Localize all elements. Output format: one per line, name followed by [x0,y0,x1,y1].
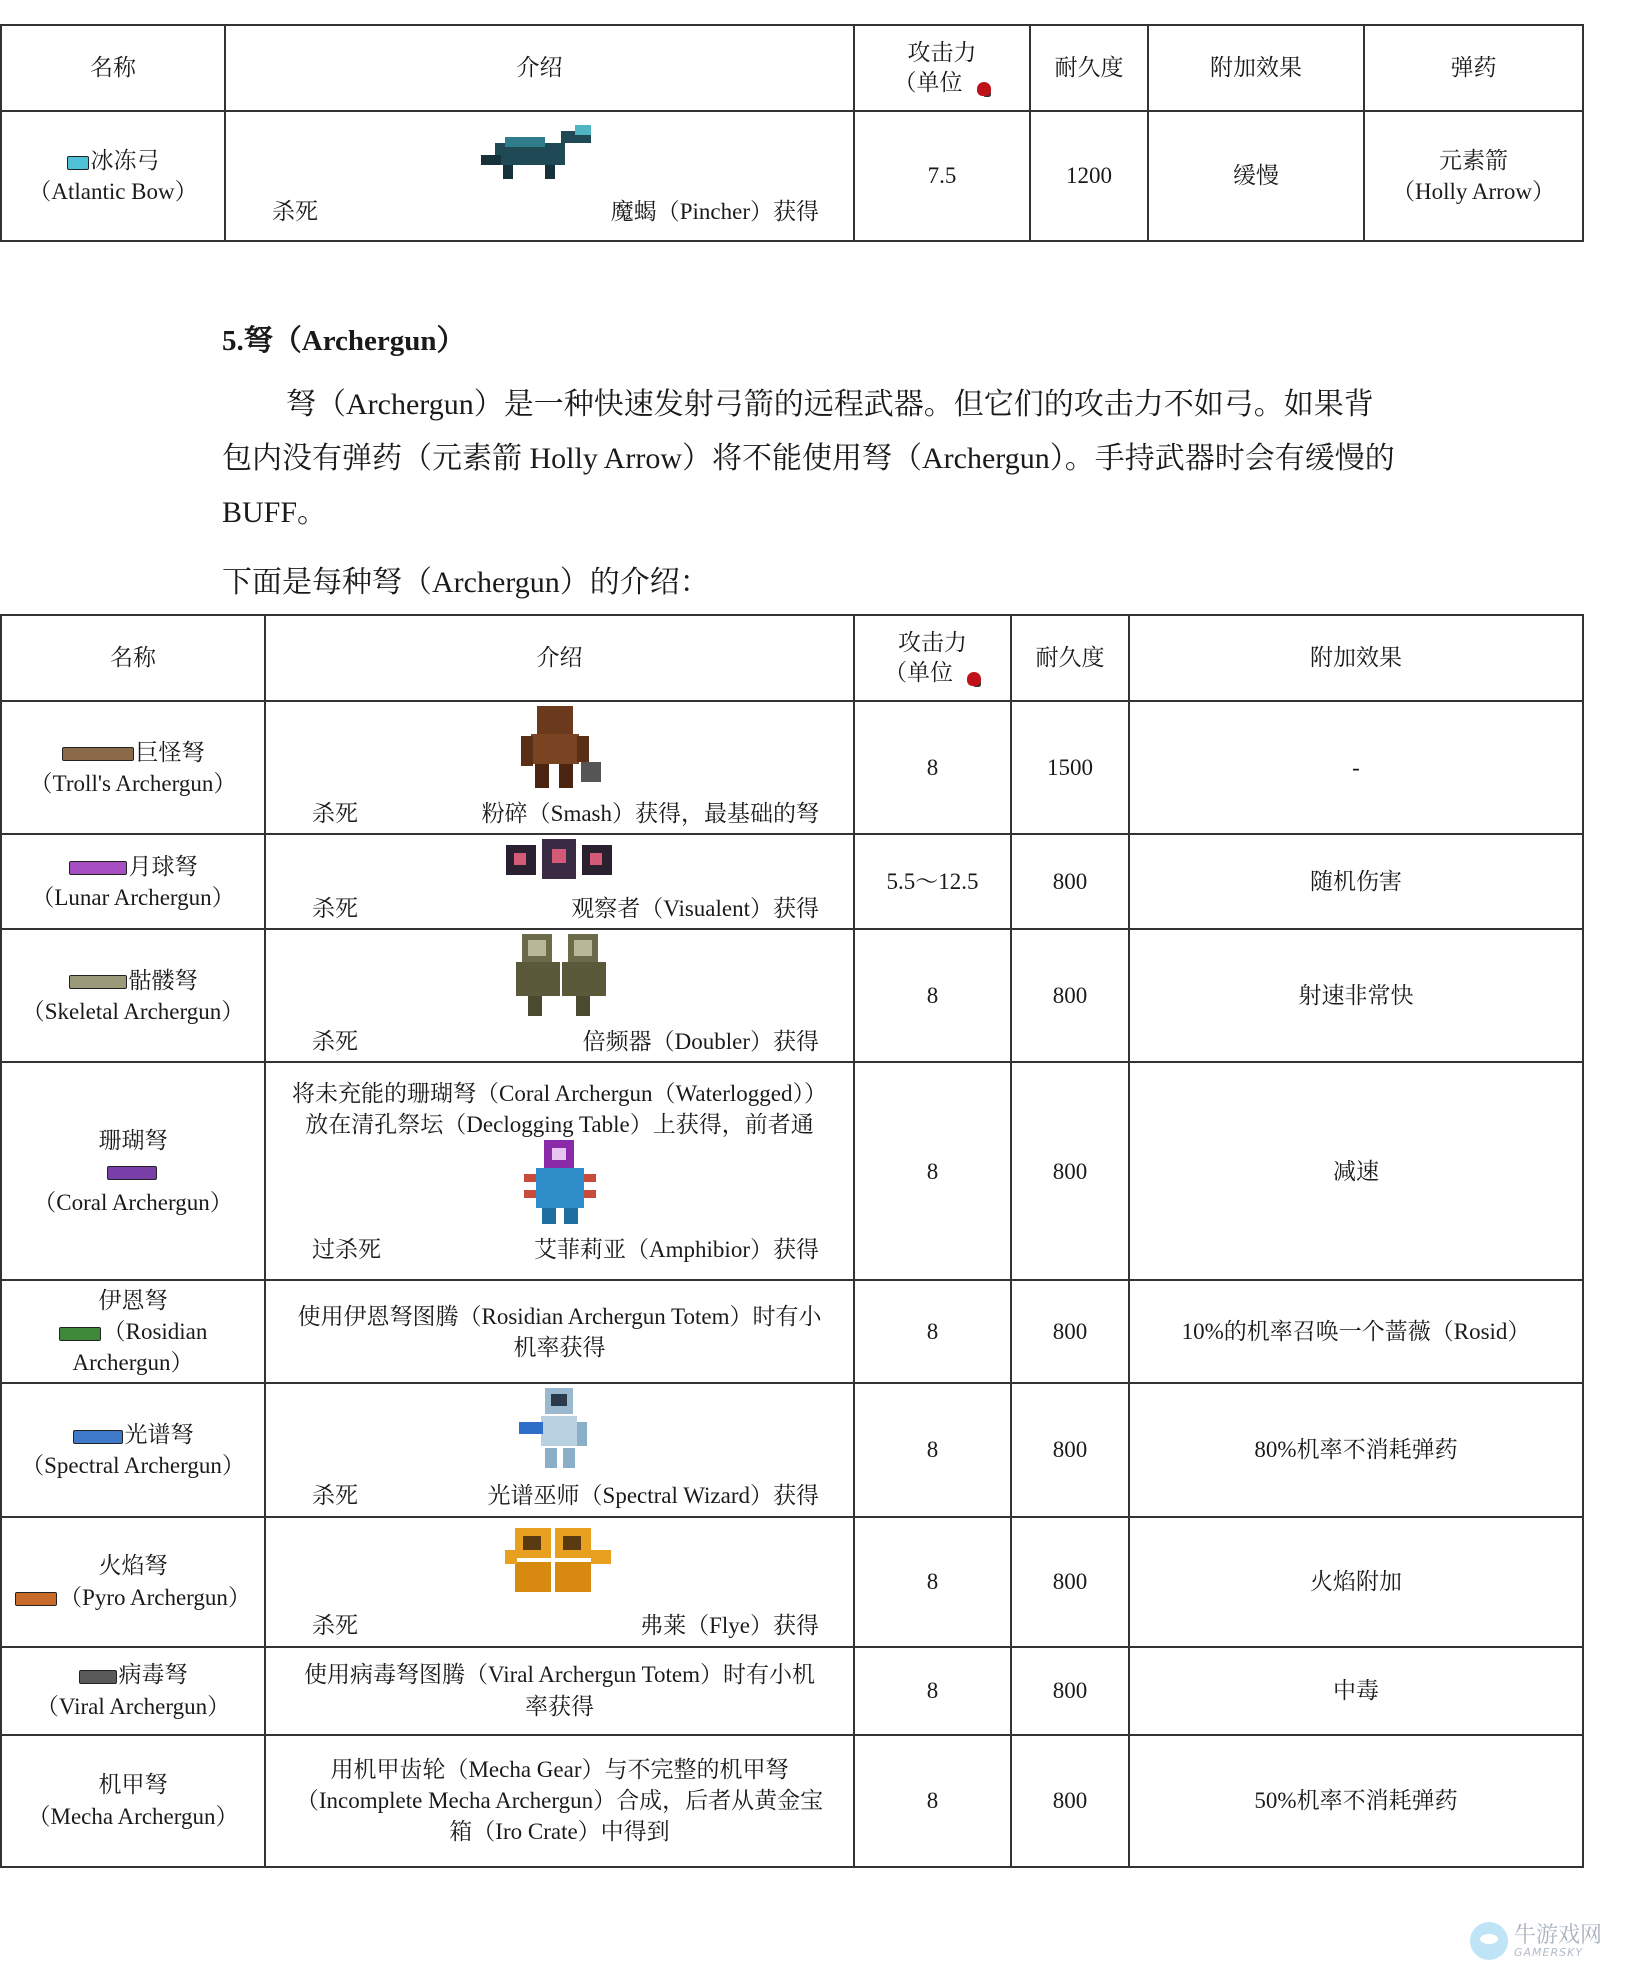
attack-value: 5.5～12.5 [854,834,1011,929]
table-row [1,1517,1583,1647]
kill-text: 杀死 [312,896,358,922]
weapon-name-en: （Lunar Archergun） [31,884,235,910]
header-intro: 介绍 [265,615,854,701]
header-attack-line2: （单位 [893,70,963,95]
heart-icon [967,672,981,686]
note-line1: 使用伊恩弩图腾（Rosidian Archergun Totem）时有小 [297,1303,822,1329]
source-text: 弗莱（Flye）获得 [640,1613,819,1639]
weapon-name-en: （Atlantic Bow） [28,179,198,204]
intro-cell [265,834,854,929]
durability-value: 800 [1011,834,1129,929]
pincher-mob-icon [475,125,605,185]
source-line [272,1610,847,1641]
name-cell [1,701,265,834]
header-effect: 附加效果 [1148,25,1364,111]
intro-cell [225,111,854,241]
pyro-archergun-icon [15,1592,57,1606]
kill-text: 过杀死 [312,1236,381,1262]
heart-icon [977,82,991,96]
durability-value: 1200 [1030,111,1148,241]
source-text: 光谱巫师（Spectral Wizard）获得 [487,1483,819,1509]
spectral-wizard-mob-icon [515,1388,605,1470]
attack-value: 7.5 [854,111,1030,241]
header-name: 名称 [1,25,225,111]
source-line [272,798,847,829]
visualent-mob-icon [500,839,620,883]
header-intro: 介绍 [225,25,854,111]
durability-value: 800 [1011,1647,1129,1735]
header-attack-line1: 攻击力 [898,630,967,656]
amphibior-mob-icon [520,1140,600,1224]
note-line2: 机率获得 [513,1334,606,1360]
source-line [272,1026,847,1057]
header-effect: 附加效果 [1129,615,1583,701]
name-cell [1,111,225,241]
effect-value: 缓慢 [1148,111,1364,241]
effect-value: 减速 [1129,1062,1583,1280]
kill-text: 杀死 [272,198,318,224]
durability-value: 800 [1011,929,1129,1062]
header-durability: 耐久度 [1030,25,1148,111]
section-paragraph: 弩（Archergun）是一种快速发射弓箭的远程武器。但它们的攻击力不如弓。如果背包内没有弹药（元素箭 Holly Arrow）将不能使用弩（Archergun）。手持武器时会有缓慢的 BUFF。 [222,388,1395,529]
attack-value: 8 [854,1517,1011,1647]
weapon-name-cn: 光谱弩 [124,1421,194,1447]
weapon-name-en: （Coral Archergun） [33,1189,233,1215]
name-cell [1,1517,265,1647]
kill-text: 杀死 [312,1029,358,1055]
note-line2: 放在清孔祭坛（Declogging Table）上获得，前者通 [305,1111,814,1137]
name-cell [1,1280,265,1383]
section-title: 5.弩（Archergun） [222,325,466,357]
intro-cell [265,1647,854,1735]
header-attack [854,25,1030,111]
effect-value: 火焰附加 [1129,1517,1583,1647]
intro-cell [265,701,854,834]
source-text: 艾菲莉亚（Amphibior）获得 [534,1236,819,1262]
header-attack-line1: 攻击力 [907,40,977,66]
attack-value: 8 [854,1647,1011,1735]
header-ammo: 弹药 [1364,25,1583,111]
doubler-mob-icon [510,934,610,1016]
weapon-name-en: （Viral Archergun） [35,1693,231,1719]
table-row [1,929,1583,1062]
effect-value: 10%的机率召唤一个蔷薇（Rosid） [1129,1280,1583,1383]
weapon-name-en: （Mecha Archergun） [27,1803,239,1829]
intro-cell [265,1062,854,1280]
intro-cell [265,929,854,1062]
kill-text: 杀死 [312,1613,358,1639]
weapon-name-en: （Rosidian Archergun） [72,1319,208,1376]
attack-value: 8 [854,1280,1011,1383]
effect-value: 中毒 [1129,1647,1583,1735]
troll-archergun-icon [62,747,134,761]
skeletal-archergun-icon [69,975,127,989]
viral-archergun-icon [79,1670,117,1684]
name-cell [1,1735,265,1867]
header-durability: 耐久度 [1011,615,1129,701]
rosidian-archergun-icon [59,1327,101,1341]
source-line [272,893,847,924]
effect-value: 80%机率不消耗弹药 [1129,1383,1583,1516]
kill-text: 杀死 [312,1483,358,1509]
note-line1: 用机甲齿轮（Mecha Gear）与不完整的机甲弩 [330,1756,789,1782]
site-watermark [1470,1922,1602,1960]
table-row [1,1383,1583,1516]
spectral-archergun-icon [73,1430,123,1444]
table-row [1,1735,1583,1867]
source-text: 观察者（Visualent）获得 [571,896,819,922]
table-row [1,111,1583,241]
header-attack-line2: （单位 [884,660,953,685]
attack-value: 8 [854,1383,1011,1516]
durability-value: 1500 [1011,701,1129,834]
durability-value: 800 [1011,1383,1129,1516]
effect-value: 射速非常快 [1129,929,1583,1062]
weapon-name-en: （Spectral Archergun） [21,1452,245,1478]
effect-value: - [1129,701,1583,834]
section-intro-line: 下面是每种弩（Archergun）的介绍： [222,566,710,599]
table-header-row [1,615,1583,701]
weapon-name-en: （Skeletal Archergun） [21,998,245,1024]
durability-value: 800 [1011,1062,1129,1280]
table-row [1,834,1583,929]
durability-value: 800 [1011,1517,1129,1647]
watermark-cn: 牛游戏网 [1513,1922,1602,1948]
weapon-name-cn: 伊恩弩 [98,1288,168,1314]
intro-cell [265,1280,854,1383]
weapon-name-cn: 珊瑚弩 [98,1127,168,1153]
intro-cell [265,1383,854,1516]
ammo-line2: （Holly Arrow） [1392,179,1555,204]
source-text: 魔蝎（Pincher）获得 [610,198,819,224]
weapon-name-cn: 冰冻弓 [90,147,160,173]
attack-value: 8 [854,929,1011,1062]
header-name: 名称 [1,615,265,701]
table-row [1,1280,1583,1383]
weapon-name-cn: 病毒弩 [118,1662,188,1688]
source-line [272,1234,847,1265]
table-header-row [1,25,1583,111]
note-line1: 使用病毒弩图腾（Viral Archergun Totem）时有小机 [303,1662,816,1688]
ammo-line1: 元素箭 [1439,147,1508,173]
ammo-value [1364,111,1583,241]
kill-text: 杀死 [312,801,358,827]
note-line2: 率获得 [525,1693,594,1719]
source-text: 倍频器（Doubler）获得 [582,1029,819,1055]
table-row [1,1062,1583,1280]
coral-archergun-icon [107,1166,157,1180]
weapon-name-cn: 月球弩 [128,853,198,879]
durability-value: 800 [1011,1735,1129,1867]
note-line3: 箱（Iro Crate）中得到 [449,1819,670,1845]
source-text: 粉碎（Smash）获得，最基础的弩 [481,801,819,827]
table-row [1,701,1583,834]
table-row [1,1647,1583,1735]
mascot-icon [1470,1922,1508,1960]
name-cell [1,1647,265,1735]
attack-value: 8 [854,1735,1011,1867]
effect-value: 50%机率不消耗弹药 [1129,1735,1583,1867]
flye-mob-icon [505,1522,615,1600]
bow-table [0,24,1584,242]
watermark-en: GAMERSKY [1513,1945,1584,1959]
note-line2: （Incomplete Mecha Archergun）合成，后者从黄金宝 [295,1787,824,1813]
attack-value: 8 [854,1062,1011,1280]
bow-icon [67,156,89,170]
effect-value: 随机伤害 [1129,834,1583,929]
archergun-table [0,614,1584,1868]
weapon-name-cn: 机甲弩 [98,1772,168,1798]
weapon-name-en: （Pyro Archergun） [59,1584,251,1610]
name-cell [1,834,265,929]
lunar-archergun-icon [69,861,127,875]
smash-mob-icon [515,706,605,788]
name-cell [1,1383,265,1516]
name-cell [1,1062,265,1280]
note-line1: 将未充能的珊瑚弩（Coral Archergun（Waterlogged）） [292,1080,827,1106]
intro-cell [265,1517,854,1647]
weapon-name-cn: 骷髅弩 [128,967,198,993]
weapon-name-cn: 巨怪弩 [135,739,205,765]
source-line [272,1480,847,1511]
name-cell [1,929,265,1062]
attack-value: 8 [854,701,1011,834]
durability-value: 800 [1011,1280,1129,1383]
weapon-name-en: （Troll's Archergun） [29,770,237,796]
weapon-name-cn: 火焰弩 [98,1553,168,1579]
intro-cell [265,1735,854,1867]
header-attack [854,615,1011,701]
source-line [232,196,847,227]
